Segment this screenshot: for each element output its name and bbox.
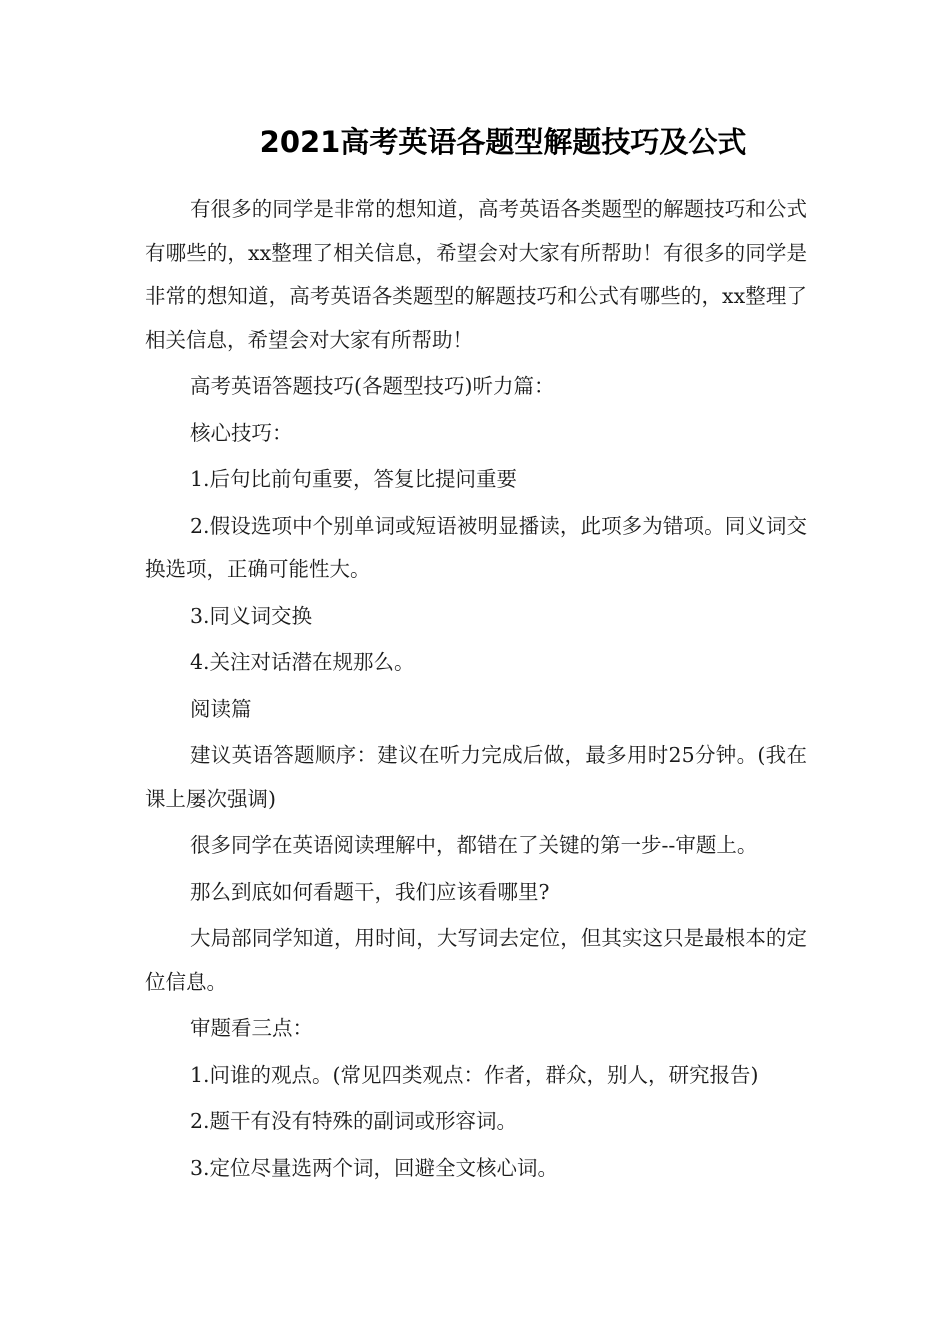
list-item: 2.题干有没有特殊的副词或形容词。 (190, 1109, 518, 1133)
paragraph-intro: 有很多的同学是非常的想知道，高考英语各类题型的解题技巧和公式有哪些的，xx整理了相关信息，希望会对大家有所帮助！有很多的同学是非常的想知道，高考英语各类题型的解题技巧和公式有哪些的，xx整理了相关信息，希望会对大家有所帮助！ (145, 197, 807, 352)
paragraph-reading-heading: 阅读篇 (190, 696, 252, 721)
list-item: 3.定位尽量选两个词，回避全文核心词。 (190, 1155, 559, 1180)
list-item: 4.关注对话潜在规那么。 (190, 650, 415, 674)
document-body (145, 188, 807, 1193)
list-item: 3.同义词交换 (190, 603, 313, 628)
paragraph-review-heading: 审题看三点： (190, 1016, 313, 1040)
list-item: 1.问谁的观点。(常见四类观点：作者，群众，别人，研究报告) (190, 1062, 759, 1087)
document-title: 2021高考英语各题型解题技巧及公式 (259, 125, 747, 159)
paragraph: 很多同学在英语阅读理解中，都错在了关键的第一步--审题上。 (190, 833, 758, 857)
list-item: 1.后句比前句重要，答复比提问重要 (190, 467, 518, 491)
list-item: 2.假设选项中个别单词或短语被明显播读，此项多为错项。同义词交换选项，正确可能性大。 (145, 513, 807, 581)
paragraph: 大局部同学知道，用时间，大写词去定位，但其实这只是最根本的定位信息。 (145, 926, 807, 994)
paragraph-listening-heading: 高考英语答题技巧(各题型技巧)听力篇： (190, 374, 555, 398)
paragraph: 那么到底如何看题干，我们应该看哪里? (190, 879, 550, 904)
paragraph-reading-order: 建议英语答题顺序：建议在听力完成后做，最多用时25分钟。(我在课上屡次强调) (145, 743, 807, 811)
paragraph-core-tips: 核心技巧： (190, 420, 293, 445)
